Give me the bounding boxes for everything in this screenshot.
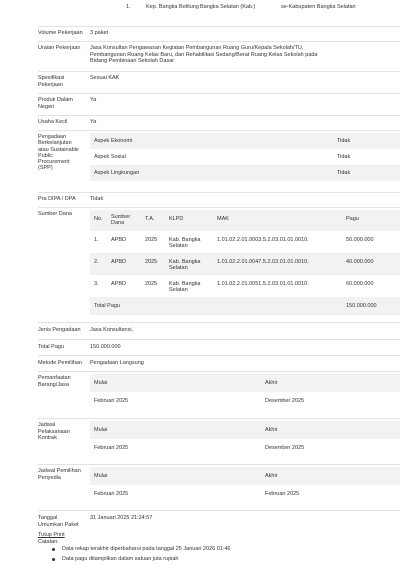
col-mak: MAK xyxy=(217,216,229,222)
akhir-label: Akhir xyxy=(265,427,278,433)
total-label: Total Pagu xyxy=(94,303,120,309)
schedule-values xyxy=(90,439,400,457)
total-value: 150.000.000 xyxy=(346,303,377,309)
lokasi-provinsi: Kep. Bangka Belitung xyxy=(146,4,199,10)
lokasi-detail: se-Kabupaten Bangka Selatan xyxy=(281,4,356,10)
aspect-value: Tidak xyxy=(337,170,351,176)
spesifikasi-value: Sesuai KAK xyxy=(90,75,120,81)
schedule-header xyxy=(90,467,400,485)
table-header xyxy=(90,210,400,231)
metode-row xyxy=(38,355,400,371)
usaha-kecil-label: Usaha Kecil xyxy=(38,119,68,125)
metode-label: Metode Pemilihan xyxy=(38,360,83,366)
row-sumber: APBD xyxy=(111,259,126,265)
table-row xyxy=(90,253,400,275)
spesifikasi-label: Spesifikasi Pekerjaan xyxy=(38,75,65,88)
produk-row xyxy=(38,93,400,115)
table-row xyxy=(90,275,400,297)
volume-value: 3 paket xyxy=(90,30,109,36)
list-item: Data rekap terakhir diperbaharui pada tanggal 25 Januari 2026 01:46 xyxy=(52,545,230,555)
catatan-list xyxy=(52,545,230,564)
col-sumber-dana: Sumber Dana xyxy=(111,214,131,227)
tanggal-umumkan-label: Tanggal Umumkan Paket xyxy=(38,515,79,528)
aspect-row xyxy=(90,149,400,165)
catatan-label: Catatan: xyxy=(38,539,59,545)
pemilihan-label: Jadwal Pemilihan Penyedia xyxy=(38,468,81,481)
mulai-value: Februari 2025 xyxy=(94,398,129,404)
mulai-value: Februari 2025 xyxy=(94,445,129,451)
mulai-label: Mulai xyxy=(94,473,108,479)
col-pagu: Pagu xyxy=(346,216,359,222)
tanggal-umumkan-row xyxy=(38,510,400,530)
pra-dipa-value: Tidak xyxy=(90,196,104,202)
tanggal-umumkan-value: 31 Januari 2025 21:24:57 xyxy=(90,515,153,521)
row-ta: 2025 xyxy=(145,237,158,243)
produk-value: Ya xyxy=(90,97,97,103)
aspect-name: Aspek Ekonomi xyxy=(94,138,133,144)
akhir-value: Desember 2025 xyxy=(265,445,305,451)
tutup-print-link[interactable]: Tutup Print xyxy=(38,532,65,538)
table-row xyxy=(90,231,400,253)
jenis-pengadaan-label: Jenis Pengadaan xyxy=(38,327,81,333)
total-pagu-row xyxy=(38,339,400,355)
volume-label: Volume Pekerjaan xyxy=(38,30,83,36)
akhir-value: Desember 2025 xyxy=(265,398,305,404)
row-pagu: 60.000.000 xyxy=(346,281,374,287)
row-mak: 1.01.02.2.01.0051.5.2.03.01.01.0010. xyxy=(217,281,309,287)
pemanfaatan-table xyxy=(90,374,400,410)
row-pagu: 50.000.000 xyxy=(346,237,374,243)
aspect-name: Aspek Sosial xyxy=(94,154,126,160)
mulai-label: Mulai xyxy=(94,427,108,433)
usaha-kecil-row xyxy=(38,115,400,130)
aspect-row xyxy=(90,133,400,149)
mulai-label: Mulai xyxy=(94,380,108,386)
jenis-pengadaan-value: Jasa Konsultansi, xyxy=(90,327,134,333)
lokasi-kabupaten: Bangka Selatan (Kab.) xyxy=(200,4,256,10)
pra-dipa-row xyxy=(38,192,400,207)
row-ta: 2025 xyxy=(145,281,158,287)
row-sumber: APBD xyxy=(111,281,126,287)
uraian-line: Jasa Konsultan Pengawasan Kegiatan Pembangunan Ruang Guru/Kepala Sekolah/TU, xyxy=(90,45,304,51)
row-sumber: APBD xyxy=(111,237,126,243)
jenis-pengadaan-row xyxy=(38,322,400,339)
total-pagu-value: 150.000.000 xyxy=(90,344,121,350)
sumber-dana-label: Sumber Dana xyxy=(38,211,72,217)
akhir-label: Akhir xyxy=(265,473,278,479)
pemanfaatan-label: Pemanfaatan Barang/Jasa xyxy=(38,375,71,388)
akhir-label: Akhir xyxy=(265,380,278,386)
usaha-kecil-value: Ya xyxy=(90,119,97,125)
row-no: 2. xyxy=(94,259,99,265)
aspect-value: Tidak xyxy=(337,154,351,160)
schedule-header xyxy=(90,421,400,439)
uraian-label: Uraian Pekerjaan xyxy=(38,45,81,51)
pra-dipa-label: Pra DIPA / DPA xyxy=(38,196,76,202)
pelaksanaan-table xyxy=(90,421,400,457)
row-mak: 1.01.02.2.01.0047.5.2.03.01.01.0010. xyxy=(217,259,309,265)
row-mak: 1.01.02.2.01.0003.5.2.03.01.01.0010. xyxy=(217,237,309,243)
pemilihan-table xyxy=(90,467,400,503)
akhir-value: Februari 2025 xyxy=(265,491,300,497)
spp-aspect-table xyxy=(90,133,400,181)
table-total-row xyxy=(90,297,400,315)
row-no: 3. xyxy=(94,281,99,287)
row-klpd: Kab. Bangka Selatan xyxy=(169,259,201,272)
spp-label: Pengadaan Berkelanjutan atau Sustainable Public Procurement (SPP) xyxy=(38,134,79,172)
row-no: 1. xyxy=(94,237,99,243)
mulai-value: Februari 2025 xyxy=(94,491,129,497)
row-klpd: Kab. Bangka Selatan xyxy=(169,281,201,294)
sumber-dana-table xyxy=(90,210,400,317)
row-ta: 2025 xyxy=(145,259,158,265)
uraian-value xyxy=(90,45,395,65)
total-pagu-label: Total Pagu xyxy=(38,344,64,350)
spesifikasi-row xyxy=(38,71,400,93)
row-pagu: 40.000.000 xyxy=(346,259,374,265)
volume-row xyxy=(38,26,400,41)
list-item: Data pagu ditampilkan dalam satuan juta rupiah xyxy=(52,555,230,565)
col-klpd: KLPD xyxy=(169,216,184,222)
produk-label: Produk Dalam Negeri xyxy=(38,97,73,110)
pelaksanaan-label: Jadwal Pelaksanaan Kontrak xyxy=(38,422,70,442)
row-klpd: Kab. Bangka Selatan xyxy=(169,237,201,250)
metode-value: Pengadaan Langsung xyxy=(90,360,144,366)
aspect-value: Tidak xyxy=(337,138,351,144)
schedule-header xyxy=(90,374,400,392)
aspect-name: Aspek Lingkungan xyxy=(94,170,140,176)
uraian-line: Bidang Pembinaan Sekolah Dasar xyxy=(90,58,175,65)
schedule-values xyxy=(90,485,400,503)
col-ta: T.A. xyxy=(145,216,155,222)
schedule-values xyxy=(90,392,400,410)
uraian-line: Pembangunan Ruang Kelas Baru, dan Rehabilitasi Sedang/Berat Ruang Kelas Sekolah pada xyxy=(90,51,318,58)
lokasi-no: 1. xyxy=(126,4,131,10)
aspect-row xyxy=(90,165,400,181)
uraian-row xyxy=(38,41,400,71)
col-no: No. xyxy=(94,216,103,222)
